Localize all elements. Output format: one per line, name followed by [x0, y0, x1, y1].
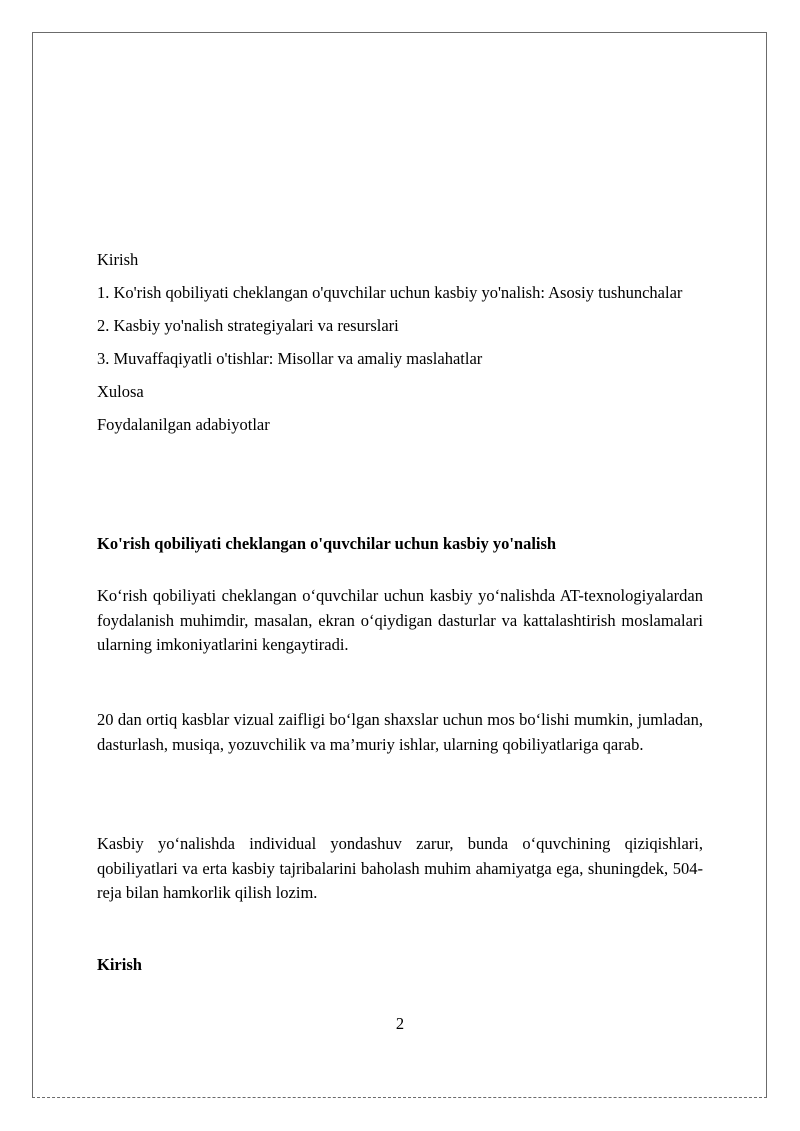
toc-item-1: 1. Ko'rish qobiliyati cheklangan o'quvchilar uchun kasbiy yo'nalish: Asosiy tushunchalar [97, 283, 683, 302]
table-of-contents [97, 243, 703, 441]
section-heading: Ko'rish qobiliyati cheklangan o'quvchilar uchun kasbiy yo'nalish [97, 534, 557, 553]
page-number: 2 [395, 1014, 405, 1033]
paragraph-1: Ko‘rish qobiliyati cheklangan o‘quvchilar uchun kasbiy yo‘nalishda AT-texnologiyalardan foydalanish muhimdir, masalan, ekran o‘qiydigan dasturlar va kattalashtirish moslamalari ularning imkoniyatlarini kengaytiradi. [97, 586, 703, 654]
toc-item-references: Foydalanilgan adabiyotlar [97, 415, 270, 434]
paragraph-1-wrapper [97, 584, 703, 658]
paragraph-2-wrapper [97, 708, 703, 757]
next-heading-wrapper [97, 953, 703, 977]
paragraph-3-wrapper [97, 832, 703, 906]
page-frame [32, 32, 767, 1098]
paragraph-3: Kasbiy yo‘nalishda individual yondashuv zarur, bunda o‘quvchining qiziqishlari, qobiliyatlari va erta kasbiy tajribalarini baholash muhim ahamiyatga ega, shuningdek, 504-reja bilan hamkorlik qilish lozim. [97, 834, 703, 902]
toc-item-intro: Kirish [97, 250, 139, 269]
toc-item-conclusion: Xulosa [97, 382, 144, 401]
toc-item-2: 2. Kasbiy yo'nalish strategiyalari va resurslari [97, 316, 399, 335]
toc-item-3: 3. Muvaffaqiyatli o'tishlar: Misollar va amaliy maslahatlar [97, 349, 483, 368]
paragraph-2: 20 dan ortiq kasblar vizual zaifligi bo‘lgan shaxslar uchun mos bo‘lishi mumkin, jumladan, dasturlash, musiqa, yozuvchilik va ma’muriy ishlar, ularning qobiliyatlariga qarab. [97, 710, 703, 754]
section-heading-wrapper [97, 532, 703, 556]
next-section-heading: Kirish [97, 955, 142, 974]
